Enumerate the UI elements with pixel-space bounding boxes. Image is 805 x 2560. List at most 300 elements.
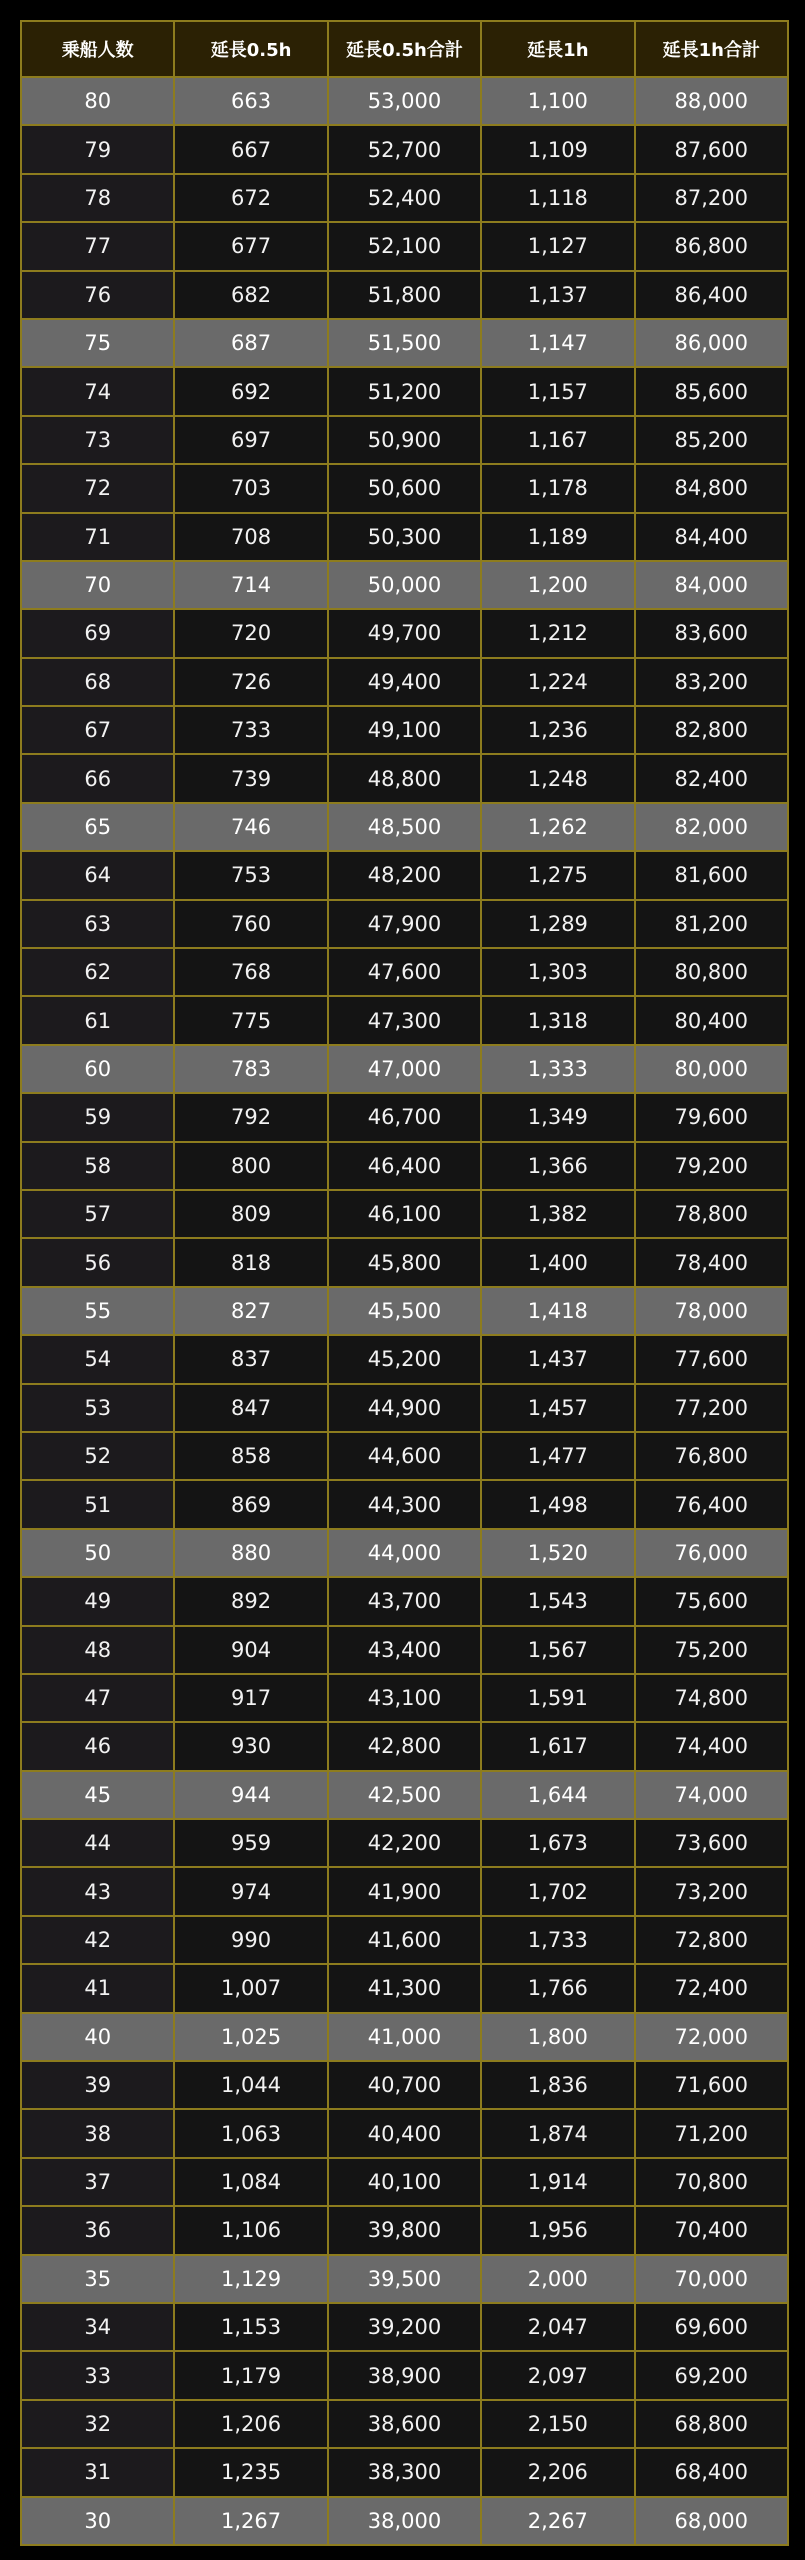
cell-ext-half-hour: 930 — [174, 1722, 327, 1770]
cell-ext-half-hour-total: 49,100 — [328, 706, 481, 754]
cell-ext-one-hour: 1,477 — [481, 1432, 634, 1480]
table-row — [21, 2448, 788, 2496]
cell-ext-one-hour-total: 79,600 — [635, 1093, 788, 1141]
cell-ext-half-hour-total: 43,700 — [328, 1577, 481, 1625]
cell-passengers: 66 — [21, 754, 174, 802]
cell-ext-one-hour-total: 69,200 — [635, 2351, 788, 2399]
cell-ext-one-hour-total: 72,400 — [635, 1964, 788, 2012]
cell-ext-half-hour-total: 43,100 — [328, 1674, 481, 1722]
cell-ext-half-hour: 687 — [174, 319, 327, 367]
header-passengers: 乗船人数 — [21, 21, 174, 77]
cell-passengers: 72 — [21, 464, 174, 512]
cell-ext-half-hour: 733 — [174, 706, 327, 754]
cell-ext-one-hour: 1,236 — [481, 706, 634, 754]
cell-ext-one-hour-total: 86,800 — [635, 222, 788, 270]
cell-ext-half-hour: 746 — [174, 803, 327, 851]
table-row — [21, 1432, 788, 1480]
table-row — [21, 1384, 788, 1432]
cell-ext-one-hour-total: 82,800 — [635, 706, 788, 754]
table-row — [21, 2497, 788, 2545]
cell-ext-half-hour-total: 52,400 — [328, 174, 481, 222]
cell-ext-half-hour: 1,129 — [174, 2255, 327, 2303]
table-row — [21, 1867, 788, 1915]
cell-ext-one-hour: 1,349 — [481, 1093, 634, 1141]
table-row — [21, 174, 788, 222]
cell-ext-half-hour-total: 51,800 — [328, 271, 481, 319]
cell-ext-one-hour-total: 75,600 — [635, 1577, 788, 1625]
cell-ext-half-hour: 974 — [174, 1867, 327, 1915]
table-row — [21, 367, 788, 415]
table-row — [21, 319, 788, 367]
cell-ext-half-hour-total: 39,200 — [328, 2303, 481, 2351]
cell-ext-half-hour: 692 — [174, 367, 327, 415]
cell-ext-half-hour-total: 48,200 — [328, 851, 481, 899]
cell-ext-one-hour: 2,150 — [481, 2400, 634, 2448]
cell-passengers: 38 — [21, 2109, 174, 2157]
cell-ext-one-hour: 1,418 — [481, 1287, 634, 1335]
cell-ext-one-hour-total: 84,000 — [635, 561, 788, 609]
cell-ext-one-hour: 1,275 — [481, 851, 634, 899]
cell-ext-half-hour: 917 — [174, 1674, 327, 1722]
cell-ext-half-hour: 677 — [174, 222, 327, 270]
table-row — [21, 2400, 788, 2448]
cell-ext-one-hour-total: 78,000 — [635, 1287, 788, 1335]
cell-passengers: 65 — [21, 803, 174, 851]
cell-ext-one-hour-total: 80,800 — [635, 948, 788, 996]
cell-ext-half-hour: 768 — [174, 948, 327, 996]
cell-ext-one-hour-total: 88,000 — [635, 77, 788, 125]
cell-passengers: 78 — [21, 174, 174, 222]
cell-ext-half-hour: 1,153 — [174, 2303, 327, 2351]
cell-ext-half-hour: 672 — [174, 174, 327, 222]
cell-passengers: 55 — [21, 1287, 174, 1335]
cell-ext-half-hour-total: 44,000 — [328, 1529, 481, 1577]
cell-ext-one-hour-total: 74,000 — [635, 1771, 788, 1819]
cell-passengers: 36 — [21, 2206, 174, 2254]
cell-passengers: 73 — [21, 416, 174, 464]
table-row — [21, 1771, 788, 1819]
cell-passengers: 46 — [21, 1722, 174, 1770]
header-ext-one-hour: 延長1h — [481, 21, 634, 77]
cell-ext-one-hour: 1,800 — [481, 2013, 634, 2061]
cell-passengers: 44 — [21, 1819, 174, 1867]
table-row — [21, 2013, 788, 2061]
table-row — [21, 271, 788, 319]
cell-passengers: 80 — [21, 77, 174, 125]
table-row — [21, 561, 788, 609]
cell-ext-half-hour: 1,267 — [174, 2497, 327, 2545]
cell-passengers: 45 — [21, 1771, 174, 1819]
cell-ext-half-hour: 775 — [174, 996, 327, 1044]
cell-ext-one-hour-total: 76,400 — [635, 1480, 788, 1528]
cell-ext-half-hour-total: 45,200 — [328, 1335, 481, 1383]
price-table — [20, 20, 789, 2546]
header-row — [21, 21, 788, 77]
table-row — [21, 125, 788, 173]
table-row — [21, 1722, 788, 1770]
cell-ext-half-hour-total: 40,400 — [328, 2109, 481, 2157]
cell-ext-half-hour: 904 — [174, 1626, 327, 1674]
table-row — [21, 2351, 788, 2399]
cell-ext-one-hour: 1,567 — [481, 1626, 634, 1674]
table-row — [21, 2303, 788, 2351]
cell-ext-one-hour: 1,212 — [481, 609, 634, 657]
table-row — [21, 658, 788, 706]
cell-ext-one-hour-total: 82,400 — [635, 754, 788, 802]
cell-ext-half-hour: 880 — [174, 1529, 327, 1577]
cell-passengers: 75 — [21, 319, 174, 367]
cell-ext-half-hour: 663 — [174, 77, 327, 125]
table-header — [21, 21, 788, 77]
cell-passengers: 54 — [21, 1335, 174, 1383]
cell-ext-half-hour: 827 — [174, 1287, 327, 1335]
cell-ext-one-hour: 1,733 — [481, 1916, 634, 1964]
cell-ext-one-hour: 1,673 — [481, 1819, 634, 1867]
cell-ext-half-hour: 800 — [174, 1142, 327, 1190]
cell-ext-one-hour-total: 72,800 — [635, 1916, 788, 1964]
cell-passengers: 52 — [21, 1432, 174, 1480]
cell-ext-half-hour: 667 — [174, 125, 327, 173]
table-row — [21, 1529, 788, 1577]
cell-ext-half-hour-total: 38,300 — [328, 2448, 481, 2496]
cell-ext-one-hour: 1,366 — [481, 1142, 634, 1190]
cell-ext-half-hour: 753 — [174, 851, 327, 899]
cell-ext-one-hour-total: 86,400 — [635, 271, 788, 319]
cell-ext-half-hour: 703 — [174, 464, 327, 512]
cell-ext-half-hour-total: 50,300 — [328, 513, 481, 561]
cell-passengers: 49 — [21, 1577, 174, 1625]
table-row — [21, 609, 788, 657]
cell-passengers: 60 — [21, 1045, 174, 1093]
cell-ext-half-hour: 1,044 — [174, 2061, 327, 2109]
cell-ext-half-hour-total: 51,500 — [328, 319, 481, 367]
cell-passengers: 68 — [21, 658, 174, 706]
cell-ext-half-hour-total: 43,400 — [328, 1626, 481, 1674]
cell-ext-one-hour-total: 87,200 — [635, 174, 788, 222]
table-row — [21, 1190, 788, 1238]
cell-ext-one-hour: 1,400 — [481, 1238, 634, 1286]
table-row — [21, 851, 788, 899]
cell-ext-one-hour-total: 72,000 — [635, 2013, 788, 2061]
cell-ext-half-hour: 809 — [174, 1190, 327, 1238]
cell-ext-one-hour-total: 73,200 — [635, 1867, 788, 1915]
cell-ext-one-hour: 1,178 — [481, 464, 634, 512]
cell-ext-half-hour: 892 — [174, 1577, 327, 1625]
cell-ext-half-hour-total: 40,700 — [328, 2061, 481, 2109]
cell-ext-half-hour-total: 52,100 — [328, 222, 481, 270]
cell-passengers: 32 — [21, 2400, 174, 2448]
cell-ext-one-hour-total: 68,000 — [635, 2497, 788, 2545]
cell-ext-one-hour-total: 77,200 — [635, 1384, 788, 1432]
cell-ext-half-hour-total: 47,900 — [328, 900, 481, 948]
cell-ext-half-hour-total: 38,600 — [328, 2400, 481, 2448]
cell-passengers: 64 — [21, 851, 174, 899]
cell-ext-one-hour-total: 86,000 — [635, 319, 788, 367]
table-row — [21, 900, 788, 948]
cell-ext-one-hour-total: 81,600 — [635, 851, 788, 899]
cell-ext-one-hour: 1,303 — [481, 948, 634, 996]
cell-passengers: 58 — [21, 1142, 174, 1190]
cell-ext-one-hour-total: 78,800 — [635, 1190, 788, 1238]
cell-ext-one-hour-total: 70,000 — [635, 2255, 788, 2303]
cell-passengers: 76 — [21, 271, 174, 319]
cell-ext-one-hour-total: 68,400 — [635, 2448, 788, 2496]
cell-ext-one-hour: 1,109 — [481, 125, 634, 173]
cell-ext-half-hour: 720 — [174, 609, 327, 657]
cell-passengers: 62 — [21, 948, 174, 996]
cell-ext-half-hour-total: 42,200 — [328, 1819, 481, 1867]
cell-ext-one-hour: 1,127 — [481, 222, 634, 270]
cell-passengers: 33 — [21, 2351, 174, 2399]
cell-passengers: 39 — [21, 2061, 174, 2109]
cell-ext-half-hour: 783 — [174, 1045, 327, 1093]
table-row — [21, 1577, 788, 1625]
cell-ext-one-hour-total: 71,600 — [635, 2061, 788, 2109]
cell-ext-half-hour: 714 — [174, 561, 327, 609]
cell-ext-one-hour: 2,047 — [481, 2303, 634, 2351]
table-body — [21, 77, 788, 2545]
cell-ext-half-hour-total: 39,800 — [328, 2206, 481, 2254]
table-row — [21, 464, 788, 512]
cell-passengers: 79 — [21, 125, 174, 173]
cell-passengers: 56 — [21, 1238, 174, 1286]
cell-ext-half-hour: 847 — [174, 1384, 327, 1432]
cell-passengers: 35 — [21, 2255, 174, 2303]
cell-ext-one-hour-total: 70,800 — [635, 2158, 788, 2206]
cell-ext-half-hour-total: 40,100 — [328, 2158, 481, 2206]
cell-ext-half-hour-total: 41,000 — [328, 2013, 481, 2061]
table-row — [21, 1142, 788, 1190]
cell-ext-one-hour-total: 84,800 — [635, 464, 788, 512]
cell-ext-half-hour: 708 — [174, 513, 327, 561]
cell-ext-half-hour: 1,007 — [174, 1964, 327, 2012]
table-row — [21, 754, 788, 802]
cell-ext-one-hour: 2,000 — [481, 2255, 634, 2303]
cell-ext-half-hour-total: 42,500 — [328, 1771, 481, 1819]
cell-ext-one-hour: 1,224 — [481, 658, 634, 706]
table-row — [21, 1335, 788, 1383]
cell-ext-one-hour-total: 74,800 — [635, 1674, 788, 1722]
cell-passengers: 37 — [21, 2158, 174, 2206]
cell-passengers: 67 — [21, 706, 174, 754]
cell-passengers: 41 — [21, 1964, 174, 2012]
cell-passengers: 51 — [21, 1480, 174, 1528]
cell-ext-half-hour: 1,179 — [174, 2351, 327, 2399]
cell-ext-one-hour-total: 70,400 — [635, 2206, 788, 2254]
cell-ext-half-hour-total: 38,000 — [328, 2497, 481, 2545]
cell-passengers: 71 — [21, 513, 174, 561]
cell-ext-half-hour: 1,084 — [174, 2158, 327, 2206]
cell-ext-one-hour: 1,543 — [481, 1577, 634, 1625]
cell-ext-one-hour: 1,644 — [481, 1771, 634, 1819]
table-row — [21, 706, 788, 754]
cell-ext-half-hour: 697 — [174, 416, 327, 464]
cell-ext-half-hour: 792 — [174, 1093, 327, 1141]
cell-ext-half-hour: 959 — [174, 1819, 327, 1867]
cell-ext-half-hour-total: 41,300 — [328, 1964, 481, 2012]
cell-ext-half-hour-total: 51,200 — [328, 367, 481, 415]
cell-ext-one-hour: 1,498 — [481, 1480, 634, 1528]
header-ext-one-hour-total: 延長1h合計 — [635, 21, 788, 77]
cell-ext-one-hour-total: 83,600 — [635, 609, 788, 657]
cell-ext-one-hour: 1,147 — [481, 319, 634, 367]
price-table-container — [20, 20, 789, 2546]
cell-ext-one-hour-total: 76,800 — [635, 1432, 788, 1480]
cell-ext-one-hour: 1,200 — [481, 561, 634, 609]
cell-ext-half-hour: 944 — [174, 1771, 327, 1819]
cell-ext-one-hour: 1,289 — [481, 900, 634, 948]
cell-passengers: 43 — [21, 1867, 174, 1915]
table-row — [21, 222, 788, 270]
cell-ext-one-hour-total: 84,400 — [635, 513, 788, 561]
cell-ext-half-hour: 1,206 — [174, 2400, 327, 2448]
cell-passengers: 70 — [21, 561, 174, 609]
cell-ext-one-hour-total: 74,400 — [635, 1722, 788, 1770]
cell-ext-one-hour: 1,766 — [481, 1964, 634, 2012]
table-row — [21, 1480, 788, 1528]
cell-ext-one-hour: 1,157 — [481, 367, 634, 415]
cell-ext-half-hour-total: 48,500 — [328, 803, 481, 851]
cell-ext-half-hour: 818 — [174, 1238, 327, 1286]
cell-ext-half-hour: 1,235 — [174, 2448, 327, 2496]
cell-ext-half-hour: 682 — [174, 271, 327, 319]
cell-ext-one-hour: 1,836 — [481, 2061, 634, 2109]
cell-ext-half-hour: 1,025 — [174, 2013, 327, 2061]
cell-ext-half-hour-total: 41,900 — [328, 1867, 481, 1915]
cell-ext-one-hour: 1,382 — [481, 1190, 634, 1238]
cell-ext-one-hour-total: 77,600 — [635, 1335, 788, 1383]
cell-ext-one-hour-total: 81,200 — [635, 900, 788, 948]
table-row — [21, 1093, 788, 1141]
cell-passengers: 31 — [21, 2448, 174, 2496]
cell-ext-one-hour: 1,520 — [481, 1529, 634, 1577]
table-row — [21, 803, 788, 851]
cell-ext-one-hour: 2,097 — [481, 2351, 634, 2399]
cell-ext-half-hour-total: 39,500 — [328, 2255, 481, 2303]
cell-ext-one-hour: 1,437 — [481, 1335, 634, 1383]
cell-ext-one-hour: 2,206 — [481, 2448, 634, 2496]
cell-ext-half-hour-total: 44,600 — [328, 1432, 481, 1480]
cell-ext-half-hour: 726 — [174, 658, 327, 706]
cell-passengers: 40 — [21, 2013, 174, 2061]
cell-ext-half-hour-total: 44,300 — [328, 1480, 481, 1528]
cell-passengers: 59 — [21, 1093, 174, 1141]
cell-ext-half-hour: 1,063 — [174, 2109, 327, 2157]
cell-ext-one-hour: 1,262 — [481, 803, 634, 851]
cell-ext-half-hour-total: 47,000 — [328, 1045, 481, 1093]
cell-ext-half-hour-total: 49,400 — [328, 658, 481, 706]
cell-ext-half-hour-total: 46,700 — [328, 1093, 481, 1141]
table-row — [21, 416, 788, 464]
cell-ext-one-hour: 1,956 — [481, 2206, 634, 2254]
table-row — [21, 77, 788, 125]
cell-ext-one-hour-total: 82,000 — [635, 803, 788, 851]
cell-ext-half-hour-total: 38,900 — [328, 2351, 481, 2399]
cell-ext-half-hour-total: 44,900 — [328, 1384, 481, 1432]
cell-ext-half-hour: 739 — [174, 754, 327, 802]
table-row — [21, 2061, 788, 2109]
cell-ext-one-hour: 1,318 — [481, 996, 634, 1044]
cell-ext-half-hour-total: 50,900 — [328, 416, 481, 464]
cell-ext-half-hour-total: 41,600 — [328, 1916, 481, 1964]
cell-passengers: 77 — [21, 222, 174, 270]
cell-ext-half-hour-total: 45,500 — [328, 1287, 481, 1335]
cell-ext-one-hour: 1,248 — [481, 754, 634, 802]
cell-ext-half-hour-total: 48,800 — [328, 754, 481, 802]
cell-ext-half-hour-total: 42,800 — [328, 1722, 481, 1770]
cell-ext-half-hour: 990 — [174, 1916, 327, 1964]
cell-ext-one-hour-total: 68,800 — [635, 2400, 788, 2448]
cell-ext-one-hour: 1,137 — [481, 271, 634, 319]
cell-ext-one-hour: 1,189 — [481, 513, 634, 561]
cell-ext-half-hour: 869 — [174, 1480, 327, 1528]
table-row — [21, 1819, 788, 1867]
cell-ext-half-hour-total: 50,000 — [328, 561, 481, 609]
cell-ext-one-hour-total: 76,000 — [635, 1529, 788, 1577]
cell-ext-one-hour-total: 87,600 — [635, 125, 788, 173]
cell-ext-one-hour-total: 75,200 — [635, 1626, 788, 1674]
cell-ext-one-hour: 1,702 — [481, 1867, 634, 1915]
cell-ext-one-hour: 1,457 — [481, 1384, 634, 1432]
cell-ext-half-hour-total: 50,600 — [328, 464, 481, 512]
cell-passengers: 57 — [21, 1190, 174, 1238]
cell-passengers: 47 — [21, 1674, 174, 1722]
cell-ext-one-hour-total: 78,400 — [635, 1238, 788, 1286]
cell-passengers: 69 — [21, 609, 174, 657]
cell-passengers: 53 — [21, 1384, 174, 1432]
cell-ext-one-hour-total: 80,400 — [635, 996, 788, 1044]
cell-ext-one-hour-total: 73,600 — [635, 1819, 788, 1867]
cell-ext-half-hour-total: 47,300 — [328, 996, 481, 1044]
cell-ext-half-hour: 858 — [174, 1432, 327, 1480]
cell-passengers: 48 — [21, 1626, 174, 1674]
cell-passengers: 63 — [21, 900, 174, 948]
cell-ext-one-hour-total: 79,200 — [635, 1142, 788, 1190]
cell-ext-half-hour-total: 45,800 — [328, 1238, 481, 1286]
cell-ext-one-hour: 1,100 — [481, 77, 634, 125]
cell-ext-one-hour: 1,591 — [481, 1674, 634, 1722]
table-row — [21, 1674, 788, 1722]
cell-ext-one-hour-total: 80,000 — [635, 1045, 788, 1093]
cell-ext-one-hour: 1,914 — [481, 2158, 634, 2206]
header-ext-half-hour-total: 延長0.5h合計 — [328, 21, 481, 77]
cell-ext-one-hour-total: 69,600 — [635, 2303, 788, 2351]
cell-ext-half-hour-total: 46,400 — [328, 1142, 481, 1190]
table-row — [21, 513, 788, 561]
table-row — [21, 1626, 788, 1674]
table-row — [21, 948, 788, 996]
cell-ext-one-hour: 1,333 — [481, 1045, 634, 1093]
cell-passengers: 74 — [21, 367, 174, 415]
cell-ext-half-hour-total: 53,000 — [328, 77, 481, 125]
table-row — [21, 2158, 788, 2206]
cell-ext-half-hour: 837 — [174, 1335, 327, 1383]
cell-ext-one-hour: 1,617 — [481, 1722, 634, 1770]
cell-ext-half-hour-total: 46,100 — [328, 1190, 481, 1238]
cell-ext-one-hour-total: 85,600 — [635, 367, 788, 415]
table-row — [21, 1045, 788, 1093]
table-row — [21, 996, 788, 1044]
cell-ext-one-hour: 1,118 — [481, 174, 634, 222]
cell-ext-one-hour: 2,267 — [481, 2497, 634, 2545]
cell-passengers: 30 — [21, 2497, 174, 2545]
cell-ext-one-hour-total: 85,200 — [635, 416, 788, 464]
cell-ext-half-hour-total: 47,600 — [328, 948, 481, 996]
table-row — [21, 1287, 788, 1335]
cell-ext-one-hour-total: 71,200 — [635, 2109, 788, 2157]
cell-ext-half-hour: 1,106 — [174, 2206, 327, 2254]
table-row — [21, 1238, 788, 1286]
